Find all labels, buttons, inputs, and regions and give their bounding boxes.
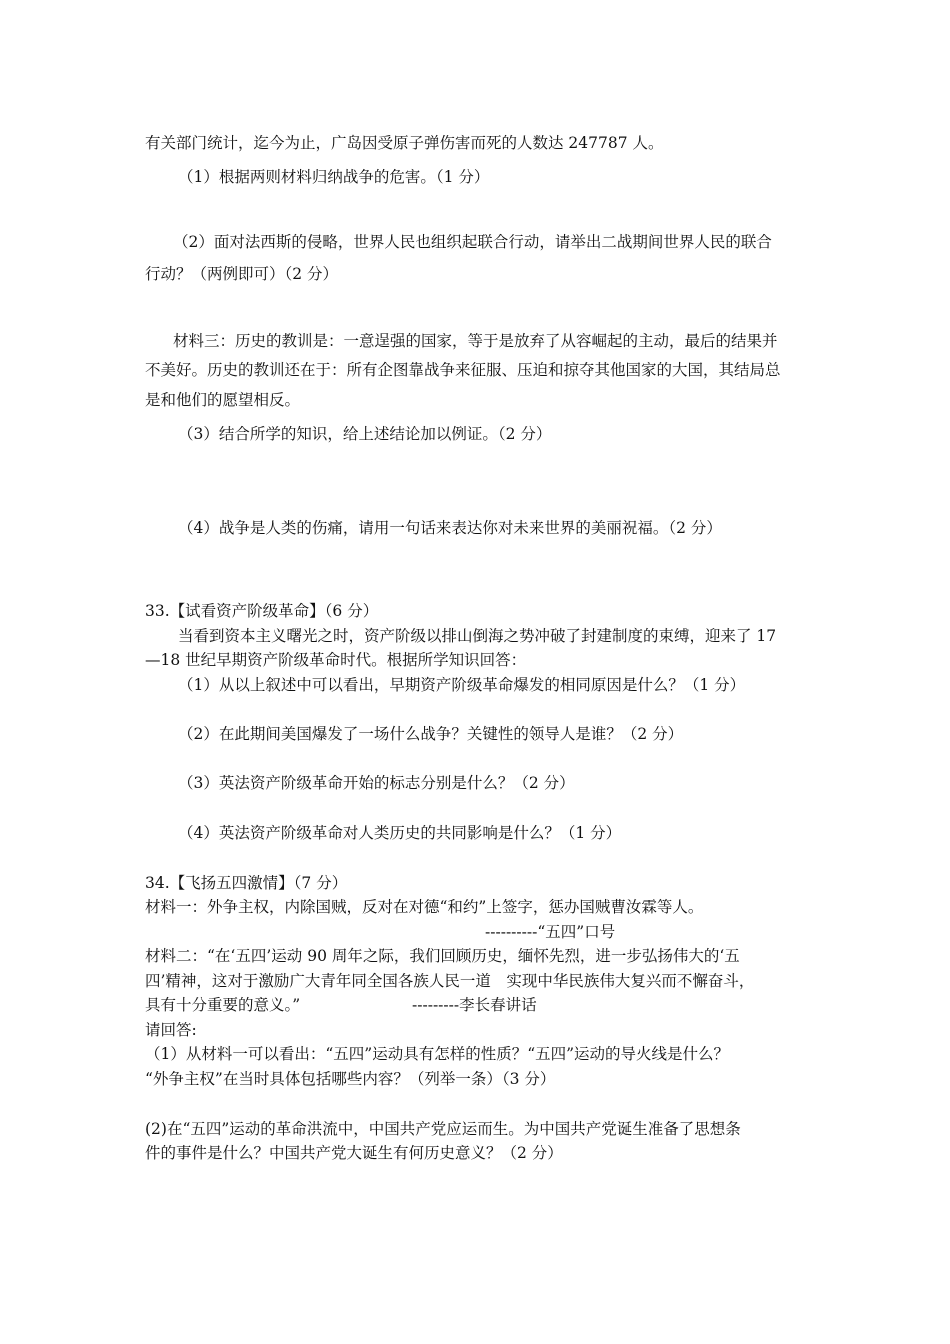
material-3-line3: 是和他们的愿望相反。 <box>145 391 301 409</box>
q33-sub-4: （4）英法资产阶级革命对人类历史的共同影响是什么？（1 分） <box>178 824 622 842</box>
question-4: （4）战争是人类的伤痛，请用一句话来表达你对未来世界的美丽祝福。（2 分） <box>178 519 722 537</box>
q34-material-1: 材料一：外争主权，内除国贼，反对在对德“和约”上签字，惩办国贼曹汝霖等人。 <box>145 898 704 916</box>
question-2-line1: （2）面对法西斯的侵略，世界人民也组织起联合行动，请举出二战期间世界人民的联合 <box>173 233 772 251</box>
q34-material-2-line3: 具有十分重要的意义。” <box>145 996 301 1014</box>
q34-sub-2-line1: (2)在“五四”运动的革命洪流中，中国共产党应运而生。为中国共产党诞生准备了思想条 <box>145 1120 741 1138</box>
q34-material-2-source: ---------李长春讲话 <box>412 996 537 1014</box>
q33-title: 33.【试看资产阶级革命】（6 分） <box>145 602 379 620</box>
q33-sub-3: （3）英法资产阶级革命开始的标志分别是什么？（2 分） <box>178 774 575 792</box>
question-2-line2: 行动？（两例即可）（2 分） <box>145 265 339 283</box>
q34-prompt: 请回答: <box>145 1021 197 1039</box>
q33-intro-line2: —18 世纪早期资产阶级革命时代。根据所学知识回答： <box>145 651 527 669</box>
q34-title: 34.【飞扬五四激情】（7 分） <box>145 874 348 892</box>
q34-sub-1-line1: （1）从材料一可以看出：“五四”运动具有怎样的性质？“五四”运动的导火线是什么？ <box>145 1045 730 1063</box>
q34-material-2-line2: 四’精神，这对于激励广大青年同全国各族人民一道 实现中华民族伟大复兴而不懈奋斗， <box>145 972 755 990</box>
material-3-line2: 不美好。历史的教训还在于：所有企图靠战争来征服、压迫和掠夺其他国家的大国，其结局总 <box>145 361 781 379</box>
q34-sub-2-line2: 件的事件是什么？中国共产党大诞生有何历史意义？（2 分） <box>145 1144 563 1162</box>
q34-material-2-line1: 材料二：“在‘五四’运动 90 周年之际，我们回顾历史，缅怀先烈，进一步弘扬伟大的‘五 <box>145 947 740 965</box>
material-continuation: 有关部门统计，迄今为止，广岛因受原子弹伤害而死的人数达 247787 人。 <box>145 134 664 152</box>
q34-material-1-source: ----------“五四”口号 <box>485 923 616 941</box>
q34-sub-1-line2: “外争主权”在当时具体包括哪些内容？（列举一条）（3 分） <box>145 1070 556 1088</box>
question-3: （3）结合所学的知识，给上述结论加以例证。（2 分） <box>178 425 552 443</box>
material-3-line1: 材料三：历史的教训是：一意逞强的国家，等于是放弃了从容崛起的主动，最后的结果并 <box>173 332 778 350</box>
q33-sub-2: （2）在此期间美国爆发了一场什么战争？关键性的领导人是谁？（2 分） <box>178 725 684 743</box>
q33-sub-1: （1）从以上叙述中可以看出，早期资产阶级革命爆发的相同原因是什么？（1 分） <box>178 676 746 694</box>
question-1: （1）根据两则材料归纳战争的危害。（1 分） <box>178 168 490 186</box>
q33-intro-line1: 当看到资本主义曙光之时，资产阶级以排山倒海之势冲破了封建制度的束缚，迎来了 17 <box>178 627 777 645</box>
